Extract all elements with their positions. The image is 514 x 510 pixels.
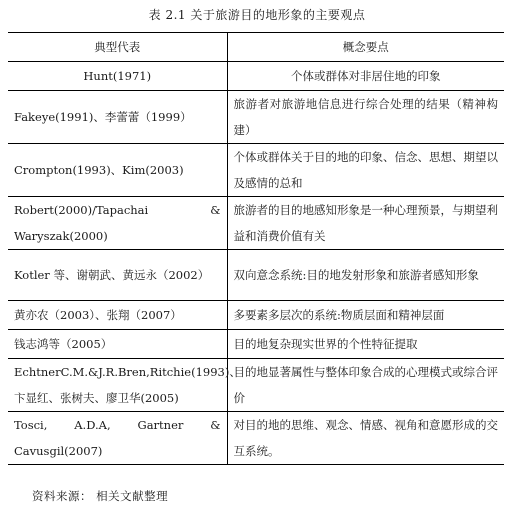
concept-cell: 旅游者的目的地感知形象是一种心理预景，与期望利益和消费价值有关 [227, 197, 504, 250]
concept-cell: 目的地复杂现实世界的个性特征提取 [227, 330, 504, 359]
concept-cell: 对目的地的思维、观念、情感、视角和意愿形成的交互系统。 [227, 412, 504, 465]
concept-cell: 旅游者对旅游地信息进行综合处理的结果（精神构建） [227, 91, 504, 144]
table-row [8, 91, 504, 144]
table-row [8, 62, 504, 91]
source-note: 资料来源： 相关文献整理 [32, 489, 169, 503]
table-row [8, 330, 504, 359]
table-header-row [8, 33, 504, 62]
representative-cell: Robert(2000)/Tapachai & Waryszak(2000) [8, 197, 227, 250]
representative-cell: Hunt(1971) [8, 62, 227, 91]
column-header-concept: 概念要点 [227, 33, 504, 62]
table-caption: 表 2.1 关于旅游目的地形象的主要观点 [148, 8, 366, 22]
concept-cell: 多要素多层次的系统:物质层面和精神层面 [227, 301, 504, 330]
representative-cell: Fakeye(1991)、李蕾蕾（1999） [8, 91, 227, 144]
column-header-representative: 典型代表 [8, 33, 227, 62]
table-row [8, 250, 504, 301]
table-row [8, 197, 504, 250]
viewpoints-table [8, 33, 504, 464]
representative-cell: 黄亦农（2003）、张翔（2007） [8, 301, 227, 330]
concept-cell: 双向意念系统:目的地发射形象和旅游者感知形象 [227, 250, 504, 301]
representative-cell: Kotler 等、谢朝武、黄远永（2002） [8, 250, 227, 301]
representative-cell: 钱志鸿等（2005） [8, 330, 227, 359]
table-row [8, 359, 504, 412]
table-row [8, 301, 504, 330]
table-row [8, 144, 504, 197]
representative-cell: Crompton(1993)、Kim(2003) [8, 144, 227, 197]
concept-cell: 目的地显著属性与整体印象合成的心理模式或综合评价 [227, 359, 504, 412]
concept-cell: 个体或群体关于目的地的印象、信念、思想、期望以及感情的总和 [227, 144, 504, 197]
concept-cell: 个体或群体对非居住地的印象 [227, 62, 504, 91]
representative-cell: Tosci, A.D.A, Gartner & Cavusgil(2007) [8, 412, 227, 465]
table-row [8, 412, 504, 465]
viewpoints-table-container [8, 32, 504, 465]
representative-cell: EchtnerC.M.&J.R.Bren,Ritchie(1993)、卞显红、张树夫、廖卫华(2005) [8, 359, 227, 412]
